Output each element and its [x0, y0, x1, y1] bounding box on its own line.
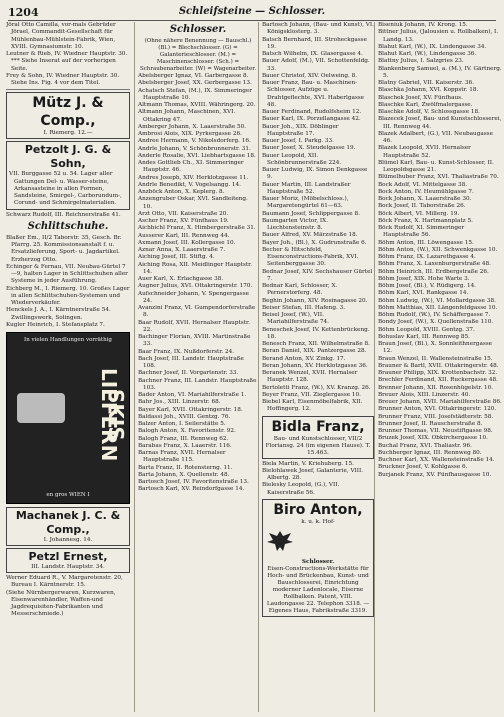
directory-entry: Bauer Martin, III. Landstraßer Hauptstraße 52. — [262, 181, 351, 195]
directory-entry: Achatsch Stefan, (M.), IX. Simmeringer Hauptstraße 10. — [138, 87, 252, 101]
directory-entry: Buchberger Ignaz, III. Rennweg 80. — [378, 449, 482, 456]
section-heading-schlosser: Schlosser. — [169, 24, 227, 35]
section-heading-schlittschuhe: Schlittschuhe. — [27, 220, 109, 232]
entries-schlittschuhe — [6, 235, 130, 329]
directory-entry: Blazecek Josef, Bau- und Kunstschlosserei, III. Rennweg 44. — [378, 116, 502, 130]
directory-entry: Bielohlawek Josef, Galanterie, VIII. Albertg. 28. — [262, 467, 364, 481]
ad-bidla-text: Bau- und Kunstschlosser, VII/2 Floriansg. 24 (im eigenen Hause). T. 15.463. — [265, 435, 371, 456]
directory-entry: Bittner Julius, (Jalousien u. Rollbalken), I. Landg. 13. — [378, 29, 499, 43]
directory-entry: Bohuslav Karl, III. Rennweg 85. — [378, 333, 470, 340]
ad-image-illustration — [17, 393, 65, 423]
directory-entry: Bader Anton, VI. Mariahilferstraße 1. — [138, 392, 247, 398]
directory-entry: Anderle Rosalie, XVI. Liebhartsgasse 18. — [138, 152, 256, 159]
directory-entry: Böhm Karl, XVI. Rankgasse 14. — [378, 290, 469, 297]
entries-list — [378, 22, 502, 479]
directory-entry: Brunner Thomas, VII. Neustiftgasse 98. — [378, 428, 493, 434]
directory-entry: Brechler Ferdinand, XII. Ruckergasse 48. — [378, 377, 498, 384]
directory-entry: Bauer Adolf, (M.), VII. Schottenfeldg. 33. — [262, 58, 370, 72]
directory-entry: Böhm Franz, IX. Lazarethgasse 4. — [378, 254, 476, 260]
directory-entry: Baumgarten Victor, IX. Liechtensteinstr. 8. — [262, 217, 329, 231]
ad-petzl-name: Petzl Ernest, — [28, 550, 108, 563]
directory-entry: Schwarz Rudolf, III. Reichnerstraße 41. — [6, 211, 121, 218]
directory-entry: Bauer Josef, I. Parkg. 33. — [262, 138, 334, 144]
directory-entry: Bauer Leopold, XII. Schönbrunnerstraße 224. — [262, 152, 342, 166]
directory-entry: Blümel Karl, Bau- u. Kunst-Schlosser, II. Leopoldsgasse 21. — [378, 159, 494, 173]
directory-entry: Axmann Josef, III. Kollergasse 10. — [138, 239, 236, 246]
directory-entry: Braun Josef, (Bl.), X. Sonnleithnergasse 12. — [378, 341, 493, 355]
entries-top — [262, 22, 374, 414]
divider — [6, 89, 130, 90]
column-3 — [258, 22, 374, 712]
directory-entry: Ambrosi Alois, XIX. Pyrkergasse 26. — [138, 131, 242, 137]
directory-entry: Beyer Franz, VII. Zieglergasse 10. — [262, 391, 361, 398]
directory-entry: Bauer Joh., XIX. Döblinger Hauptstraße 17. — [262, 123, 339, 137]
ad-bidla — [262, 416, 374, 459]
directory-entry: Böhm Rudolf, (W.), IV. Schäffergasse 7. — [378, 312, 491, 318]
directory-entry: Berand Anton, XV. Zinkg. 17. — [262, 355, 346, 362]
directory-entry: Balzer Anton, I. Seilerstätte 5. — [138, 421, 226, 427]
ad-petzolt — [6, 141, 130, 209]
directory-entry: (Siehe Nürnbergerwaren, Kurzwaren, Eisenwarenhändler, Waffen-und Jagdrequisiten-Fabrikanten und Messerschmiede.) — [6, 589, 116, 618]
directory-entry: Jöral Otto Camilla, vor-mals Gebrüder Jörael, Commandit-Gesellschaft für Mühlenbau-Mühlstein-Fabrik, Wien, XVIII. Gymnasiumstr. 10. — [6, 22, 116, 50]
directory-entry: Bock Anton, IV. Heumühlgasse 7. — [378, 188, 474, 195]
ad-image-foot-text: en gros WIEN I — [46, 491, 90, 498]
directory-entry: Böck Rudolf, XI. Simmeringer Hauptstraße 56. — [378, 225, 465, 239]
directory-entry: Beran Johann, XV. Herklotzgasse 36. — [262, 362, 368, 369]
column-2 — [134, 22, 258, 712]
directory-entry: Böhm Ludwig, (W.), VI. Mollardgasse 38. — [378, 297, 496, 304]
directory-entry: Brenner Johann, XII. Rosenhügelstr. 10. — [378, 384, 494, 391]
directory-entry: Beran Daniel, XIX. Pantzergasse 28. — [262, 348, 367, 355]
directory-entry: Andes Gottlieb Ch., XI. Simmeringer Hauptstr. 46. — [138, 160, 244, 174]
directory-entry: Bertoletti Franz, (W.), XV. Kranzg. 26. — [262, 384, 371, 391]
directory-entry: Biela Martin, V. Kriehuberg. 15. — [262, 460, 354, 467]
directory-entry: Aiching Josef, III. Stiftg. 4. — [138, 254, 215, 261]
directory-entry: Augner Julius, XVI. Ottakringerstr. 170. — [138, 283, 253, 290]
directory-entry: Andree Hermann, V. Nikolsdorferg. 16. — [138, 138, 251, 145]
column-1 — [6, 22, 130, 712]
ad-biro-text: Eisen-Constructions-Werkstätte für Hoch- und Brückenbau, Kunst- und Bauschlosserei, Einrichtung moderner Ladenlocale, Eiserne Rollbalken. Patent, VIII. Laudongasse 22. Telephon 3318. — Eigenes Haus, Fabrikstraße 3319. — [266, 566, 370, 614]
directory-entry: Beghin Johann, XIV. Rosinagasse 20. — [262, 297, 368, 304]
directory-entry: Bahr Jos., XIII. Linzerstr. 68. — [138, 399, 221, 406]
directory-entry: Bayer Joh., (Bl.), X. Gudrunstraße 6. — [262, 239, 367, 246]
directory-entry: Blaschek Josef, XV. Fünfhaus. — [378, 94, 463, 101]
entries-top — [6, 22, 130, 87]
directory-entry: Beisel Josef, (W.), VII. Mariahilferstraße 74. — [262, 312, 329, 326]
directory-entry: Andres Joseph, XIV. Herklotzgasse 11. — [138, 174, 249, 181]
directory-entry: Böhm Anton, (W.), XII. Schwenkgasse 10. — [378, 246, 498, 253]
directory-entry: Beiser Stefan, III. Hafeng. 3. — [262, 304, 346, 311]
directory-entry: Böck Franz, X. Hartmannplatz 5. — [378, 217, 473, 224]
directory-entry: Bartosch Karl, XV. Reindorfgasse 14. — [138, 486, 245, 493]
directory-entry: Bruzek Josef, XIX. Obkirchergasse 10. — [378, 435, 488, 442]
directory-entry: Auer Karl, X. Erlachgasse 38. — [138, 276, 224, 282]
directory-entry: Bartosch Johann, (Bau- und Kunst), VI. Königsklosterg. 3. — [262, 22, 374, 36]
entries-bottom — [6, 575, 130, 619]
entries-list — [138, 73, 258, 494]
ad-biro-title: Schlosser. — [301, 559, 335, 565]
directory-entry: Beranek Wenzel, XVII. Hernalser Hauptstr. 128. — [262, 370, 358, 384]
directory-entry: Biseniuk Johann, IV. Krong. 15. — [378, 22, 468, 28]
directory-entry: Böck Albert, VI. Millerg. 19. — [378, 210, 460, 217]
directory-entry: Bielesky Leopold, (G.), VII. Kaiserstraße 56. — [262, 482, 340, 496]
directory-entry: Brauner & Bartl, XVII. Ottakringerstr. 48. — [378, 362, 499, 369]
directory-entry: Böhm Franz, X. Laxenburgerstraße 48. — [378, 261, 491, 268]
directory-entry: Batsch Bernhard, III. Stroheckgasse 19. — [262, 36, 367, 50]
directory-entry: Blümelhuber Franz, XVI. Thaliastraße 70. — [378, 174, 499, 181]
directory-entry: Werner Eduard R., V. Margaretenstr. 20, Bureau I. Kärntnerstr. 15. — [6, 575, 123, 589]
directory-entry: Aichbichl Franz, X. Himbergerstraße 31. — [138, 225, 256, 232]
directory-entry: Henckels J. A., I. Kärntnerstraße 54. Zwillingswerk, Solingen. — [6, 307, 111, 321]
directory-entry: Frey & Sohn, IV. Wiedner Hauptstr. 30. Siehe Ins. Fig. 4 vor dem Titel. — [6, 72, 120, 86]
directory-entry: Bock Adolf, VI. Mittelgasse 38. — [378, 181, 468, 188]
directory-entry: Bauer Christof, XIV. Oelweing. 8. — [262, 72, 358, 79]
ad-biro-kuk: k. u. k. Hof- — [301, 518, 335, 525]
ad-petzl — [6, 548, 130, 573]
directory-entry: Blazek Leopold, XVII. Hernalser Hauptstraße 52. — [378, 145, 471, 159]
directory-entry: Aiching Rosa, XII. Meidlinger Hauptstr. 14. — [138, 261, 253, 275]
directory-entry: Biebel Karl, Eisenmöbelfabrik, XII. Hoffingerg. 12. — [262, 399, 363, 413]
directory-entry: Altmann Thomas, XVIII. Währingerg. 20. — [138, 102, 256, 108]
directory-entry: Leutner & Rieb, IV. Wiedner Hauptstr. 30. *** Siehe Inserat auf der vorherigen Seite. — [6, 51, 128, 72]
directory-entry: Andrle Johann, V. Schönbrunnerstr. 31. — [138, 145, 251, 152]
ad-mutz-name: Mütz J. & Comp., — [32, 95, 104, 130]
ad-mutz-address: I. Riemerg. 12.— — [43, 130, 93, 137]
directory-entry: Abelsberger Josef, XX. Gerbergasse 13. — [138, 80, 252, 87]
directory-entry: Bauer Alfred, XV. Märzstraße 18. — [262, 232, 358, 239]
directory-entry: Bruckner Josef, V. Kohlgasse 6. — [378, 464, 468, 471]
directory-entry: Böhm Heinrich, III. Erdbergstraße 26. — [378, 268, 489, 275]
directory-entry: Bauer Josef, X. Steudelgasse 19. — [262, 145, 356, 152]
ad-image-top-text: In vielen Handlungen vorräthig — [24, 337, 112, 343]
ad-machanek — [6, 507, 130, 546]
directory-entry: Brunner Anton, XVI. Ottakringerstr. 120. — [378, 406, 497, 413]
directory-entry: Blahut Karl, (W.), IX. Lindengasse 34. — [378, 43, 487, 50]
directory-entry: Avanzini Franz, VI. Gumpendorferstraße 8. — [138, 305, 256, 319]
directory-entry: Anzengruber Oskar, XVI. Sandleiteng. 10. — [138, 196, 248, 210]
directory-entry: Blahut Karl, (W.), Lindengasse 36. — [378, 51, 477, 57]
directory-entry: Bauer Franz, Bau- u. Maschinen-Schlosser, Aufzüge u. Drahtgeflechte, XVI. Haberlgasse 48. — [262, 80, 365, 108]
directory-entry: Anzböck Anton, X. Keplerg. 8. — [138, 189, 225, 195]
directory-entry: Baldassi Joh., XVIII. Gentzg. 76. — [138, 413, 231, 420]
directory-entry: Bauer Ludwig, IX. Simon Denkgasse 9. — [262, 167, 368, 181]
column-4 — [374, 22, 502, 712]
directory-entry: Bock Josef, II. Taborstraße 26. — [378, 203, 466, 210]
directory-entry: Aufschneider Johann, V. Spengergasse 24. — [138, 290, 249, 304]
directory-entry: Brunner Josef, II. Rauscherstraße 8. — [378, 420, 483, 427]
directory-entry: Eichberg M., I. Riemerg. 10. Großes Lager in allen Schlittschuhen-Systemen und Wiederverkäufer. — [6, 285, 130, 306]
directory-entry: Barabas Franz, X. Laaerstr. 116. — [138, 442, 232, 449]
directory-entry: Abelsberger Ignaz, VI. Garbergasse 8. — [138, 73, 249, 79]
directory-entry: Breuer Alois, XIII. Linzerstr. 40. — [378, 391, 471, 398]
directory-entry: Böhm Matthias, XII. Längenfeldgasse 10. — [378, 304, 498, 311]
directory-entry: Ausserer Karl, III. Rennweg 44. — [138, 232, 230, 239]
directory-entry: Bauer Moriz, (Möbelschloss.), Margaretengürtel 61—63. — [262, 196, 349, 210]
directory-entry: Blaßer Em., II/2 Taborstr. 35, Gesch. Br. Pfarrg. 25. Kommissionsanstalt f. u. Ersatzlieferung, Sport- u. Jagdartikel. Erzherzog Otto. — [6, 234, 122, 263]
directory-entry: Barta Johann, X. Quellenstr. 48. — [138, 471, 230, 478]
directory-entry: Batsch Wilhelm, IX. Glasergasse 4. — [262, 51, 363, 57]
directory-entry: Blaschke Adolf, V. Schlossgasse 18. — [378, 109, 480, 115]
directory-entry: Baumann Josef, Schlippergasse 8. — [262, 210, 360, 217]
directory-entry: Altmann Johann, Maschinen, XVI. Ottakring 47. — [138, 109, 236, 123]
directory-entry: Becher & Hitschfeld, Eisenconstructions-Fabrik, XVI. Seitenberggasse 30. — [262, 246, 359, 268]
directory-entry: Buchal Franz, XVI. Thaliastr. 96. — [378, 442, 472, 449]
ad-image-word: SKIS LIEFERN — [96, 368, 128, 462]
directory-entry: Baar Rudolf, XVII. Hernalser Hauptstr. 22. — [138, 319, 250, 333]
directory-entry: Brauner Philipp, XIX. Krottenbachstr. 32. — [378, 370, 498, 376]
directory-entry: Breuer Johann, XVII. Mariahilferstraße 86. — [378, 399, 502, 405]
ad-biro — [262, 499, 374, 617]
directory-entry: Balogh Franz, III. Rennweg 62. — [138, 435, 229, 442]
entries-mid — [6, 212, 130, 219]
ad-machanek-name: Machanek J. C. & Comp., — [15, 509, 121, 536]
directory-entry: Bauer Karl, IX. Porzellangasse 42. — [262, 116, 361, 123]
directory-entry: Braun Wenzel, II. Wallensteinstraße 15. — [378, 355, 493, 362]
directory-entry: Blankenberg Samuel, a. (M.), IV. Gärtnerg. 5. — [378, 65, 502, 79]
page-number: 1204 — [8, 6, 39, 19]
directory-entry: Kugler Heinrich, I. Stefansplatz 7. — [6, 321, 105, 328]
directory-entry: Böhm Leopold, XVIII. Gentzg. 37. — [378, 326, 475, 333]
eagle-crest-icon — [265, 528, 295, 554]
directory-entry: Böhm Josef, XIX. Hohe Warte 3. — [378, 275, 470, 282]
directory-entry: Bauer Ferdinand, Rudolfsheim 12. — [262, 109, 362, 115]
ad-biro-name: Biro Anton, — [273, 501, 363, 518]
directory-entry: Bock Johann, X. Laaerstraße 30. — [378, 196, 472, 202]
directory-entry: Andrle Benedikt, V. Vogelsangg. 14. — [138, 181, 241, 188]
directory-entry: Balogh Anton, X. Favoritenstr. 92. — [138, 428, 236, 435]
directory-entry: Baar Franz, IX. Nußdorferstr. 24. — [138, 348, 235, 355]
ad-petzolt-text: VII. Burggasse 52 u. 54. Lager aller Gattungen Del- u. Wasser-steine, Arkansasteine in allen Formen, Sandsteine, Smirgel-, Carborundum-, Corund- und Schmirgelmaterialien. — [9, 171, 122, 207]
directory-entry: Barnas Franz, XVII. Hernalser Hauptstraße 115. — [138, 450, 226, 464]
abbreviation-note: (Ohne nähere Benennung — Bauschl.) (Bl.) = Blechschlosser. (G) = Galanterieschlosser. (M.) = Maschinenschlosser. (Sch.) = Schraubenarbeiter. (W) = Wagenarbeiter. — [139, 38, 257, 72]
directory-entry: Blattny Julius, I. Salzgries 23. — [378, 58, 464, 65]
ad-petzolt-name: Petzolt J. G. & Sohn, — [24, 143, 112, 171]
ad-machanek-address: I. Johannesg. 14. — [43, 537, 93, 543]
directory-entry: Benesch Franz, XII. Wilhelmstraße 8. — [262, 341, 370, 347]
directory-entry: Ascher Franz, XV. Fünfhaus 19. — [138, 218, 229, 224]
directory-entry: Bednar Karl, Schlosser, X. Pernerstorferg. 48. — [262, 283, 338, 297]
directory-entry: Blaschke Karl, Zwölfmalergasse. — [378, 101, 473, 108]
directory-entry: Brunner Franz, VIII. Josefstädterstr. 58. — [378, 413, 494, 420]
ad-bidla-name: Bidla Franz, — [271, 418, 365, 435]
directory-entry: Bartosch Josef, IV. Favoritenstraße 13. — [138, 479, 249, 485]
directory-entry: Amberger Johann, X. Laaerstraße 50. — [138, 123, 247, 130]
directory-entry: Bachner Josef, II. Vorgartenstr. 33. — [138, 370, 239, 377]
directory-entry: Bachner Franz, III. Landstr. Hauptstraße 103. — [138, 377, 257, 391]
running-title: Schleifsteine — Schlosser. — [178, 6, 326, 17]
directory-entry: Beneschek Josef, IV. Kettenbrückeng. 18. — [262, 326, 370, 340]
directory-entry: Barta Franz, II. Rotensterng. 11. — [138, 464, 233, 471]
directory-entry: Echinger & Fernau, VII. Neubau-Gürtel 7—9, halten Lager in Schlittschuhen aller Systeme in jeder Ausführung. — [6, 263, 128, 285]
page-header — [8, 6, 496, 21]
directory-entry: Bachinger Florian, XVIII. Martinstraße 33. — [138, 334, 251, 348]
directory-entry: Böhm Anton, III. Löwengasse 15. — [378, 239, 474, 246]
directory-entry: Blaschka Johann, XVI. Koppstr. 18. — [378, 87, 479, 94]
directory-entry: Bednar Josef, XIV. Sechshauser Gürtel 7. — [262, 268, 373, 282]
directory-entry: Blatny Gabriel, VII. Kaiserstr. 36. — [378, 80, 474, 86]
directory-entry: Böhm Josef, (Bl.), V. Rüdigerg. 14. — [378, 283, 476, 289]
directory-entry: Bondy Josef, (W.), X. Quellenstraße 110. — [378, 319, 494, 326]
directory-entry: Bach Josef, III. Landstr. Hauptstraße 108. — [138, 355, 244, 369]
directory-entry: Bayer Karl, XVII. Ottakringerstr. 18. — [138, 406, 243, 413]
entries-mid — [262, 461, 374, 497]
directory-entry: Blazek Adalbert, (G.), VII. Neubaugasse 46. — [378, 130, 493, 144]
directory-entry: Aznar Anna, X. Laaerstraße 7. — [138, 247, 226, 253]
ad-mutz — [6, 92, 130, 139]
ad-image-skis — [6, 332, 130, 504]
directory-entry: Burjanek Franz, XV. Fünfhausgasse 10. — [378, 471, 492, 478]
ad-petzl-address: III. Landstr. Hauptstr. 34. — [31, 564, 105, 570]
directory-entry: Arzt Otto, VII. Kaiserstraße 20. — [138, 210, 229, 217]
directory-entry: Buchner Karl, XX. Wallensteinstraße 14. — [378, 457, 495, 463]
